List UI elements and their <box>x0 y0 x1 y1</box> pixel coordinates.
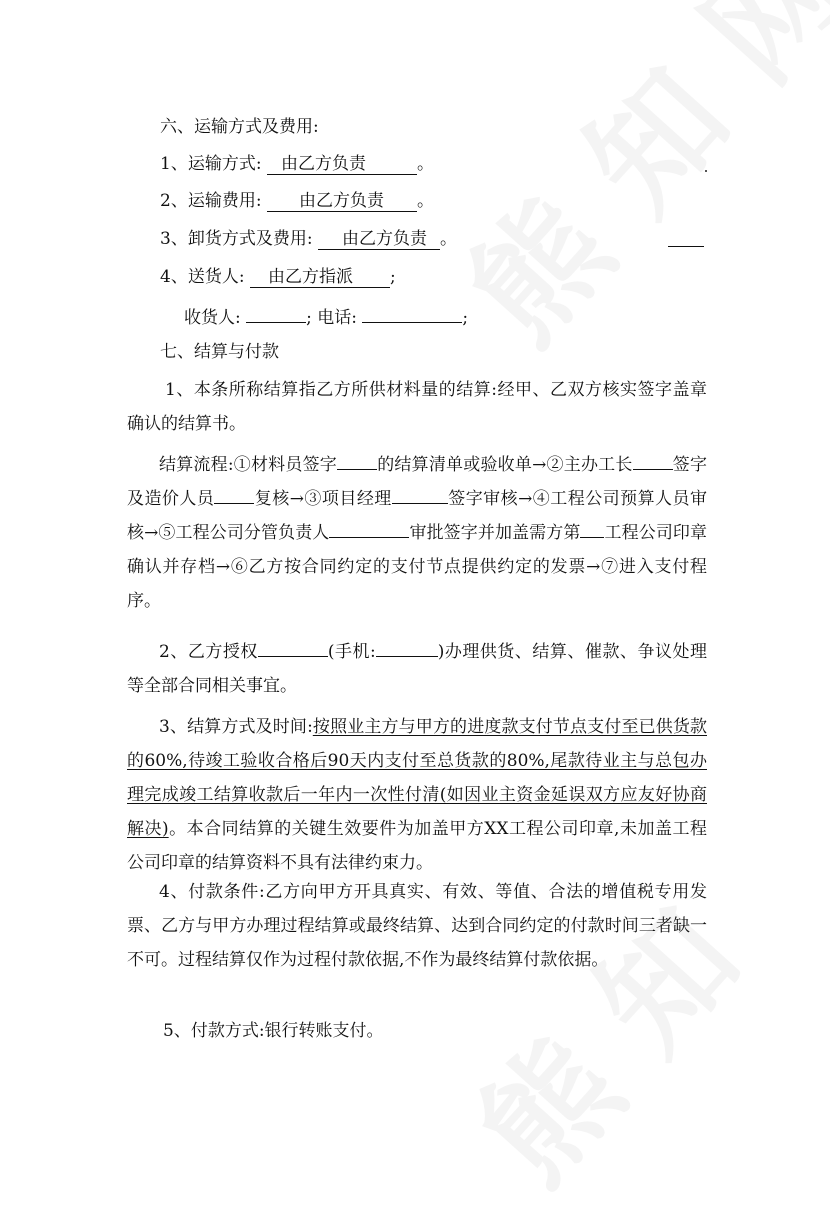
payment-method: 5、付款方式:银行转账支付。 <box>163 1021 384 1041</box>
p3-rest: 。本合同结算的关键生效要件为加盖甲方XX工程公司印章,未加盖工程公司印章的结算资料不具有法律约束力。 <box>127 819 707 873</box>
p3-underlined-terms: 按照业主方与甲方的进度款支付节点支付至已供货款的60%,待竣工验收合格后90天内支付至总货款的80%,尾款待业主与总包办理完成竣工结算收款后一年内一次性付清(如因业主资金延误双方应友好协商解决) <box>127 717 707 839</box>
p3-label: 3、结算方式及时间: <box>159 717 313 737</box>
blank <box>392 485 448 504</box>
transport-fee-label: 2、运输费用: <box>160 191 262 211</box>
unloading-label: 3、卸货方式及费用: <box>160 229 313 249</box>
delivery-person-value: 由乙方指派 <box>250 267 390 288</box>
delivery-person-line <box>160 266 396 288</box>
flow-part: 工程公司印章确认并存档→⑥乙方按合同约定的支付节点提供约定的发票→⑦进入支付程序。 <box>127 523 708 611</box>
transport-method-label: 1、运输方式: <box>160 154 262 174</box>
settlement-definition: 1、本条所称结算指乙方所供材料量的结算:经甲、乙双方核实签字盖章确认的结算书。 <box>127 380 707 434</box>
flow-part: 结算流程:①材料员签字 <box>159 455 338 475</box>
blank <box>214 485 254 504</box>
blank <box>329 519 409 538</box>
blank <box>580 519 604 538</box>
flow-part: 的结算清单或验收单→②主办工长 <box>377 455 633 475</box>
phone-blank <box>362 304 462 323</box>
authorized-person-blank <box>258 638 328 657</box>
semicolon: ; <box>389 267 396 287</box>
flow-part: 签字及造价人员 <box>127 455 707 509</box>
receiver-label: 收货人: <box>184 308 241 328</box>
extra-blank <box>668 228 704 247</box>
p2-part: (手机: <box>327 642 376 662</box>
transport-fee-value: 由乙方负责 <box>267 191 417 212</box>
flow-part: 审批签字并加盖需方第 <box>409 523 581 543</box>
semicolon: ; <box>306 308 312 328</box>
receiver-line <box>184 304 468 329</box>
transport-fee-line <box>160 190 434 212</box>
unloading-line <box>160 228 457 250</box>
transport-method-value: 由乙方负责 <box>267 154 417 175</box>
settlement-flow <box>127 448 707 618</box>
blank <box>337 451 377 470</box>
settlement-method-clause <box>127 710 707 880</box>
section6-heading: 六、运输方式及费用: <box>160 117 319 137</box>
flow-part: 复核→③项目经理 <box>254 489 392 509</box>
period: 。 <box>439 229 457 249</box>
section7-heading: 七、结算与付款 <box>160 342 279 362</box>
p2-part: 2、乙方授权 <box>159 642 258 662</box>
period: 。 <box>416 191 434 211</box>
p2-part: )办理供货、结算、催款、争议处理等全部合同相关事宜。 <box>127 642 707 696</box>
semicolon: ; <box>462 308 469 328</box>
unloading-value: 由乙方负责 <box>318 229 440 250</box>
authorization-clause <box>127 635 707 703</box>
authorized-phone-blank <box>376 638 438 657</box>
transport-method-line <box>160 153 434 175</box>
period: 。 <box>416 154 434 174</box>
receiver-blank <box>246 304 306 323</box>
blank <box>633 451 673 470</box>
phone-label: 电话: <box>317 308 358 328</box>
delivery-person-label: 4、送货人: <box>160 267 245 287</box>
stray-dot <box>705 170 707 172</box>
flow-part: 签字审核→④工程公司预算人员审核→⑤工程公司分管负责人 <box>127 489 707 543</box>
watermark <box>420 0 830 375</box>
payment-conditions: 4、付款条件:乙方向甲方开具真实、有效、等值、合法的增值税专用发票、乙方与甲方办理过程结算或最终结算、达到合同约定的付款时间三者缺一不可。过程结算仅作为过程付款依据,不作为最终结算付款依据。 <box>127 882 707 970</box>
